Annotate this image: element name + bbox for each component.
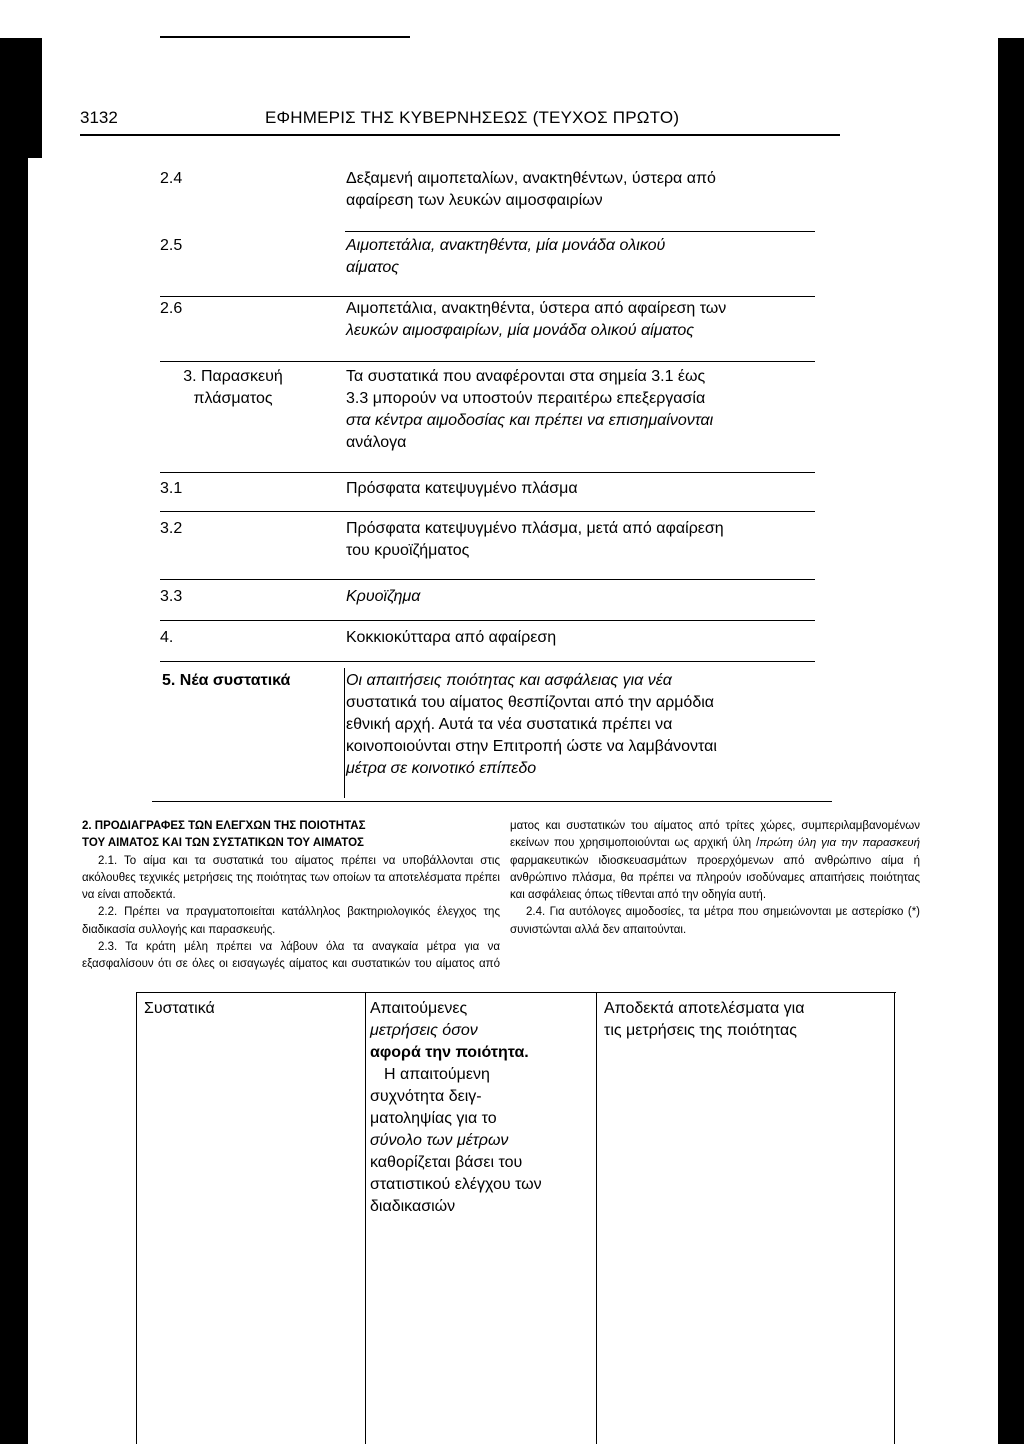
column-rule [136,992,137,1444]
section-heading: 2. ΠΡΟΔΙΑΓΡΑΦΕΣ ΤΩΝ ΕΛΕΓΧΩΝ ΤΗΣ ΠΟΙΟΤΗΤΑΣ ΤΟΥ ΑΙΜΑΤΟΣ ΚΑΙ ΤΩΝ ΣΥΣΤΑΤΙΚΩΝ ΤΟΥ ΑΙΜΑΤΟΣ [82,820,366,850]
row-description: Τα συστατικά που αναφέρονται στα σημεία 3.1 έως 3.3 μπορούν να υποστούν περαιτέρω επεξεργασία στα κέντρα αιμοδοσίας και πρέπει να επισημαίνονται ανάλογα [346,368,714,451]
row-number: 2.4 [160,170,183,187]
column-rule [894,992,895,1444]
gazette-title: ΕΦΗΜΕΡΙΣ ΤΗΣ ΚΥΒΕΡΝΗΣΕΩΣ (ΤΕΥΧΟΣ ΠΡΩΤΟ) [265,108,680,127]
row-number: 5. Νέα συστατικά [162,672,291,689]
row-rule [160,579,815,580]
row-number: 3.3 [160,588,183,605]
row-description: Δεξαμενή αιμοπεταλίων, ανακτηθέντων, ύστερα από αφαίρεση των λευκών αιμοσφαιρίων [346,170,716,209]
row-description: Αιμοπετάλια, ανακτηθέντα, ύστερα από αφαίρεση των λευκών αιμοσφαιρίων, μία μονάδα ολικού αίματος [346,300,727,339]
page-number: 3132 [80,108,118,127]
scan-top-margin [0,0,1024,38]
row-description: Πρόσφατα κατεψυγμένο πλάσμα [346,480,578,497]
column-rule [344,668,345,798]
row-number: 3.1 [160,480,183,497]
column-header-components: Συστατικά [144,1000,215,1017]
row-rule [152,801,832,802]
paragraph-2-1: 2.1. Το αίμα και τα συστατικά του αίματος πρέπει να υποβάλλονται στις ακόλουθες τεχνικές μετρήσεις της ποιότητας των οποίων τα αποτελέσματα πρέπει να είναι αποδεκτά. [82,854,500,902]
column-rule [596,992,597,1444]
row-rule [160,620,815,621]
row-rule [160,472,815,473]
row-description: Κρυοϊζημα [346,588,421,605]
column-header-required-tests: Απαιτούμενες μετρήσεις όσον αφορά την ποιότητα. Η απαιτούμενη συχνότητα δειγ- ματοληψίας για το σύνολο των μέτρων καθορίζεται βάσει του στατιστικού ελέγχου των διαδικασιών [370,1000,542,1215]
column-header-acceptable-results: Αποδεκτά αποτελέσματα για τις μετρήσεις της ποιότητας [604,1000,805,1039]
section2-right-column [510,818,920,939]
paragraph-2-3: 2.3. Τα κράτη μέλη πρέπει να λάβουν όλα τα αναγκαία μέτρα για να εξασφαλίσουν ότι σε όλες οι εισαγωγές αίματος και συστατικών του αίματος από [82,941,500,971]
paragraph-2-4: 2.4. Για αυτόλογες αιμοδοσίες, τα μέτρα που σημειώνονται με αστερίσκο (*) συνιστώνται αλλά δεν απαιτούνται. [510,906,920,936]
row-number: 4. [160,629,174,646]
scan-artifact [28,38,42,158]
row-description: Πρόσφατα κατεψυγμένο πλάσμα, μετά από αφαίρεση του κρυοϊζήματος [346,520,724,559]
row-number: 3. Παρασκευή πλάσματος [183,368,283,407]
row-description: Αιμοπετάλια, ανακτηθέντα, μία μονάδα ολικού αίματος [346,237,666,276]
row-description: Κοκκιοκύτταρα από αφαίρεση [346,629,557,646]
section2-left-column [82,818,500,974]
row-rule [160,296,815,297]
row-rule [160,511,815,512]
row-number: 2.5 [160,237,183,254]
row-rule [160,661,815,662]
table-top-rule [136,992,896,993]
paragraph-2-2: 2.2. Πρέπει να πραγματοποιείται κατάλληλος βακτηριολογικός έλεγχος της διαδικασία συλλογής και παρασκευής. [82,906,500,936]
row-rule [160,361,815,362]
paragraph-2-3-continued: ματος και συστατικών του αίματος από τρίτες χώρες, συμπεριλαμβανομένων εκείνων που χρησιμοποιούνται ως αρχική ύλη /πρώτη ύλη για την παρασκευή φαρμακευτικών ιδιοσκευασμάτων προερχόμενων από ανθρώπινο αίμα ή ανθρώπινο πλάσμα, θα πρέπει να πληρούν ισοδύναμες απαιτήσεις ποιότητας και ασφάλειας όπως τίθενται από την οδηγία αυτή. [510,820,920,902]
row-description: Οι απαιτήσεις ποιότητας και ασφάλειας για νέα συστατικά του αίματος θεσπίζονται από την αρμόδια εθνική αρχή. Αυτά τα νέα συστατικά πρέπει να κοινοποιούνται στην Επιτροπή ώστε να λαμβάνονται μέτρα σε κοινοτικό επίπεδο [346,672,717,777]
column-rule [365,992,366,1444]
row-rule [345,231,815,232]
header-rule [80,134,840,136]
row-number: 3.2 [160,520,183,537]
row-number: 2.6 [160,300,183,317]
